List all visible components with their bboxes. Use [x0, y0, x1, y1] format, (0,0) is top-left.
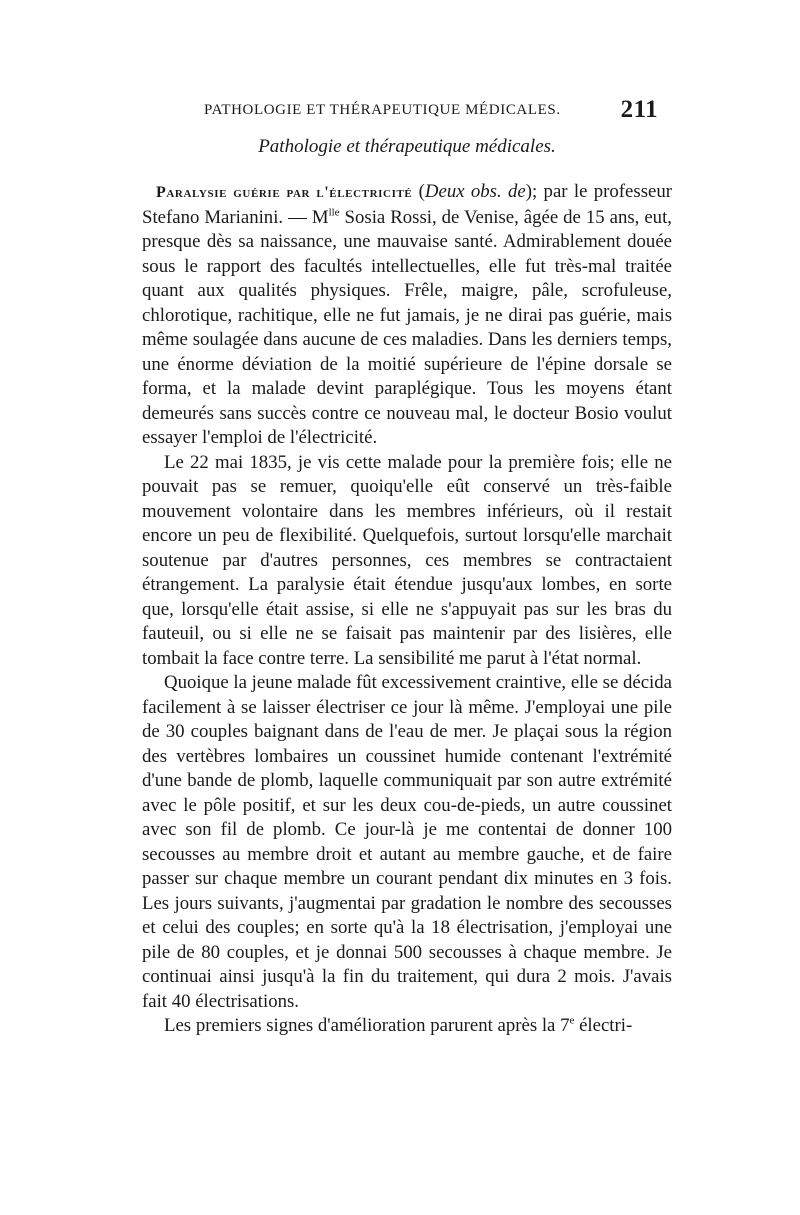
section-heading: Pathologie et thérapeutique médicales. — [258, 136, 556, 157]
author-line: ); par le professeur Stefano Marianini. — M — [142, 181, 672, 228]
source-open: ( — [412, 181, 425, 202]
paragraph-4 — [142, 1014, 672, 1039]
paragraph-1-text: Sosia Rossi, de Venise, âgée de 15 ans, eut, presque dès sa naissance, une mauvaise santé. Admirablement douée sous le rapport des facultés intellectuelles, elle fut très-mal traitée quant aux qualités physiques. Frêle, maigre, pâle, scrofuleuse, chlorotique, rachitique, elle ne fut jamais, je ne dirai pas guérie, mais même soulagée dans aucune de ces maladies. Dans les derniers temps, une énorme déviation de la moitié supérieure de l'épine dorsale se forma, et la malade devint paraplégique. Tous les moyens étant demeurés sans succès contre ce nouveau mal, le docteur Bosio voulut essayer l'emploi de l'électricité. — [142, 206, 672, 448]
book-page — [142, 96, 672, 1039]
paragraph-4-start: Les premiers signes d'amélioration parurent après la 7 — [164, 1015, 570, 1036]
article-body — [142, 180, 672, 1039]
paragraph-3: Quoique la jeune malade fût excessivement craintive, elle se décida facilement à se laisser électriser ce jour là même. J'employai une pile de 30 couples baignant dans de l'eau de mer. Je plaçai sous la région des vertèbres lombaires un coussinet humide contenant l'extrémité d'une bande de plomb, laquelle communiquait par son autre extrémité avec le pôle positif, et sur les deux cou-de-pieds, un autre coussinet avec son fil de plomb. Ce jour-là je me contentai de donner 100 secousses au membre droit et autant au membre gauche, et de faire passer sur chaque membre un courant pendant dix minutes en 3 fois. Les jours suivants, j'augmentai par gradation le nombre des secousses et celui des couples; en sorte qu'à la 18 électrisation, j'employai une pile de 80 couples, et je donnai 500 secousses à chaque membre. Je continuai ainsi jusqu'à la fin du traitement, qui dura 2 mois. J'avais fait 40 électrisations. — [142, 672, 672, 1012]
paragraph-2: Le 22 mai 1835, je vis cette malade pour la première fois; elle ne pouvait pas se remuer, quoiqu'elle eût conservé un très-faible mouvement volontaire dans les membres inférieurs, où il restait encore un peu de flexibilité. Quelquefois, surtout lorsqu'elle marchait soutenue par d'autres personnes, ces membres se contractaient étrangement. La paralysie était étendue jusqu'aux lombes, en sorte que, lorsqu'elle était assise, si elle ne s'appuyait pas sur les bras du fauteuil, ou si elle ne se faisait pas maintenir par des lisières, elle tombait la face contre terre. La sensibilité me parut à l'état normal. — [142, 451, 672, 669]
ordinal-superscript: e — [569, 1014, 575, 1027]
source-citation: Deux obs. de — [424, 181, 526, 202]
paragraph-1 — [142, 180, 672, 451]
running-head — [142, 96, 672, 126]
page-number: 211 — [620, 96, 658, 123]
honorific-superscript: lle — [328, 206, 340, 219]
article-title: Paralysie guérie par l'électricité — [156, 184, 413, 201]
paragraph-4-end: électri- — [574, 1015, 633, 1036]
running-head-title: PATHOLOGIE ET THÉRAPEUTIQUE MÉDICALES. — [204, 102, 561, 118]
